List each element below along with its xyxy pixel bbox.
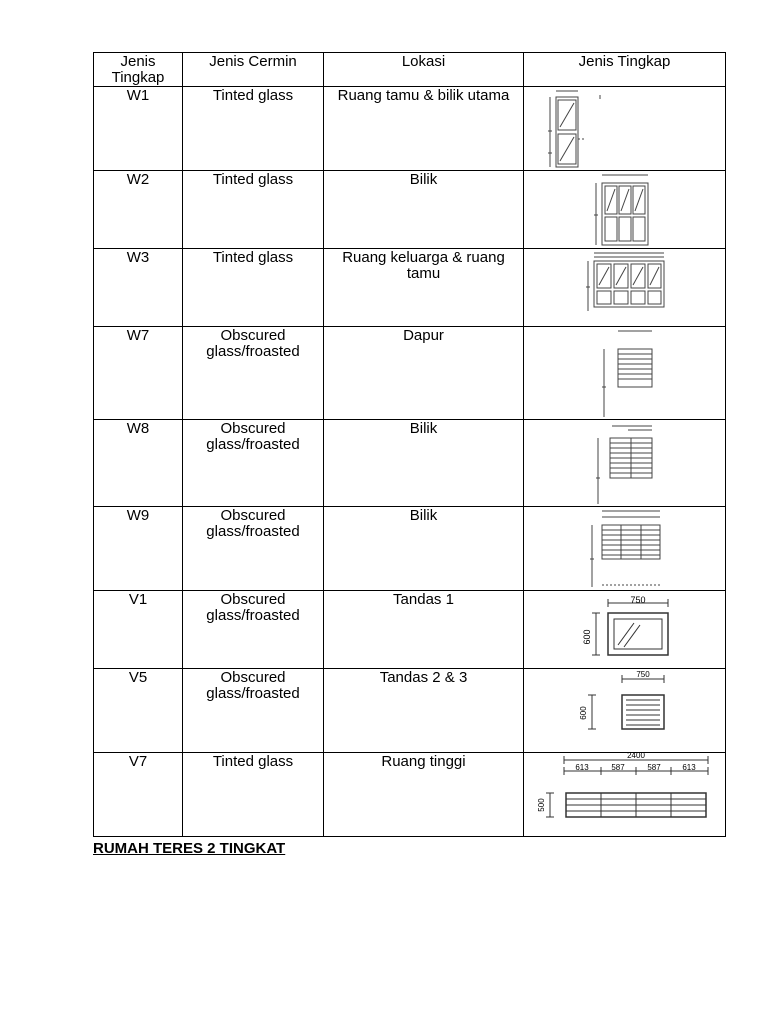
window-drawing-cell	[524, 87, 726, 171]
window-drawing-cell	[524, 327, 726, 420]
location: Ruang tinggi	[324, 753, 524, 837]
table-row	[94, 420, 726, 507]
table-row	[94, 591, 726, 669]
glass-type: Tinted glass	[183, 753, 324, 837]
window-w1-icon	[524, 87, 726, 171]
location: Tandas 2 & 3	[324, 669, 524, 753]
v7-segment-label: 613	[575, 763, 589, 772]
window-code: W9	[94, 507, 183, 591]
window-drawing-cell	[524, 249, 726, 327]
window-code: W8	[94, 420, 183, 507]
window-v5-icon	[524, 669, 726, 753]
location: Bilik	[324, 507, 524, 591]
window-schedule-table	[93, 52, 726, 837]
glass-type: Obscured glass/froasted	[183, 669, 324, 753]
v5-width-label: 750	[636, 670, 650, 679]
window-w3-icon	[524, 249, 726, 327]
window-drawing-cell	[524, 591, 726, 669]
window-w9-icon	[524, 507, 726, 591]
v1-width-label: 750	[630, 595, 646, 605]
v7-segment-label: 587	[647, 763, 661, 772]
header-jenis-tingkap-drawing: Jenis Tingkap	[524, 53, 726, 87]
glass-type: Tinted glass	[183, 171, 324, 249]
v5-height-label: 600	[579, 706, 588, 720]
window-drawing-cell	[524, 420, 726, 507]
window-drawing-cell	[524, 753, 726, 837]
glass-type: Obscured glass/froasted	[183, 507, 324, 591]
window-w2-icon	[524, 171, 726, 249]
location: Bilik	[324, 171, 524, 249]
window-code: V1	[94, 591, 183, 669]
location: Ruang tamu & bilik utama	[324, 87, 524, 171]
glass-type: Obscured glass/froasted	[183, 591, 324, 669]
window-v7-icon	[524, 753, 726, 837]
location: Tandas 1	[324, 591, 524, 669]
window-drawing-cell	[524, 507, 726, 591]
v7-total-label: 2400	[627, 751, 645, 760]
location: Bilik	[324, 420, 524, 507]
table-row	[94, 249, 726, 327]
glass-type: Tinted glass	[183, 249, 324, 327]
window-code: V5	[94, 669, 183, 753]
glass-type: Tinted glass	[183, 87, 324, 171]
v1-height-label: 600	[582, 629, 592, 645]
window-drawing-cell	[524, 171, 726, 249]
window-code: W2	[94, 171, 183, 249]
table-row	[94, 507, 726, 591]
window-v1-icon	[524, 591, 726, 669]
table-row	[94, 753, 726, 837]
glass-type: Obscured glass/froasted	[183, 420, 324, 507]
window-w7-icon	[524, 327, 726, 420]
window-code: W1	[94, 87, 183, 171]
header-jenis-cermin: Jenis Cermin	[183, 53, 324, 87]
window-code: W7	[94, 327, 183, 420]
window-code: W3	[94, 249, 183, 327]
v7-segment-label: 613	[682, 763, 696, 772]
window-code: V7	[94, 753, 183, 837]
location: Dapur	[324, 327, 524, 420]
v7-height-label: 500	[537, 798, 546, 812]
v7-segment-label: 587	[611, 763, 625, 772]
table-header-row	[94, 53, 726, 87]
table-row	[94, 669, 726, 753]
footer-title: RUMAH TERES 2 TINGKAT	[93, 840, 286, 857]
window-w8-icon	[524, 420, 726, 507]
header-lokasi: Lokasi	[324, 53, 524, 87]
table-row	[94, 171, 726, 249]
window-drawing-cell	[524, 669, 726, 753]
table-row	[94, 327, 726, 420]
table-row	[94, 87, 726, 171]
location: Ruang keluarga & ruang tamu	[324, 249, 524, 327]
header-jenis-tingkap: Jenis Tingkap	[94, 53, 183, 87]
glass-type: Obscured glass/froasted	[183, 327, 324, 420]
